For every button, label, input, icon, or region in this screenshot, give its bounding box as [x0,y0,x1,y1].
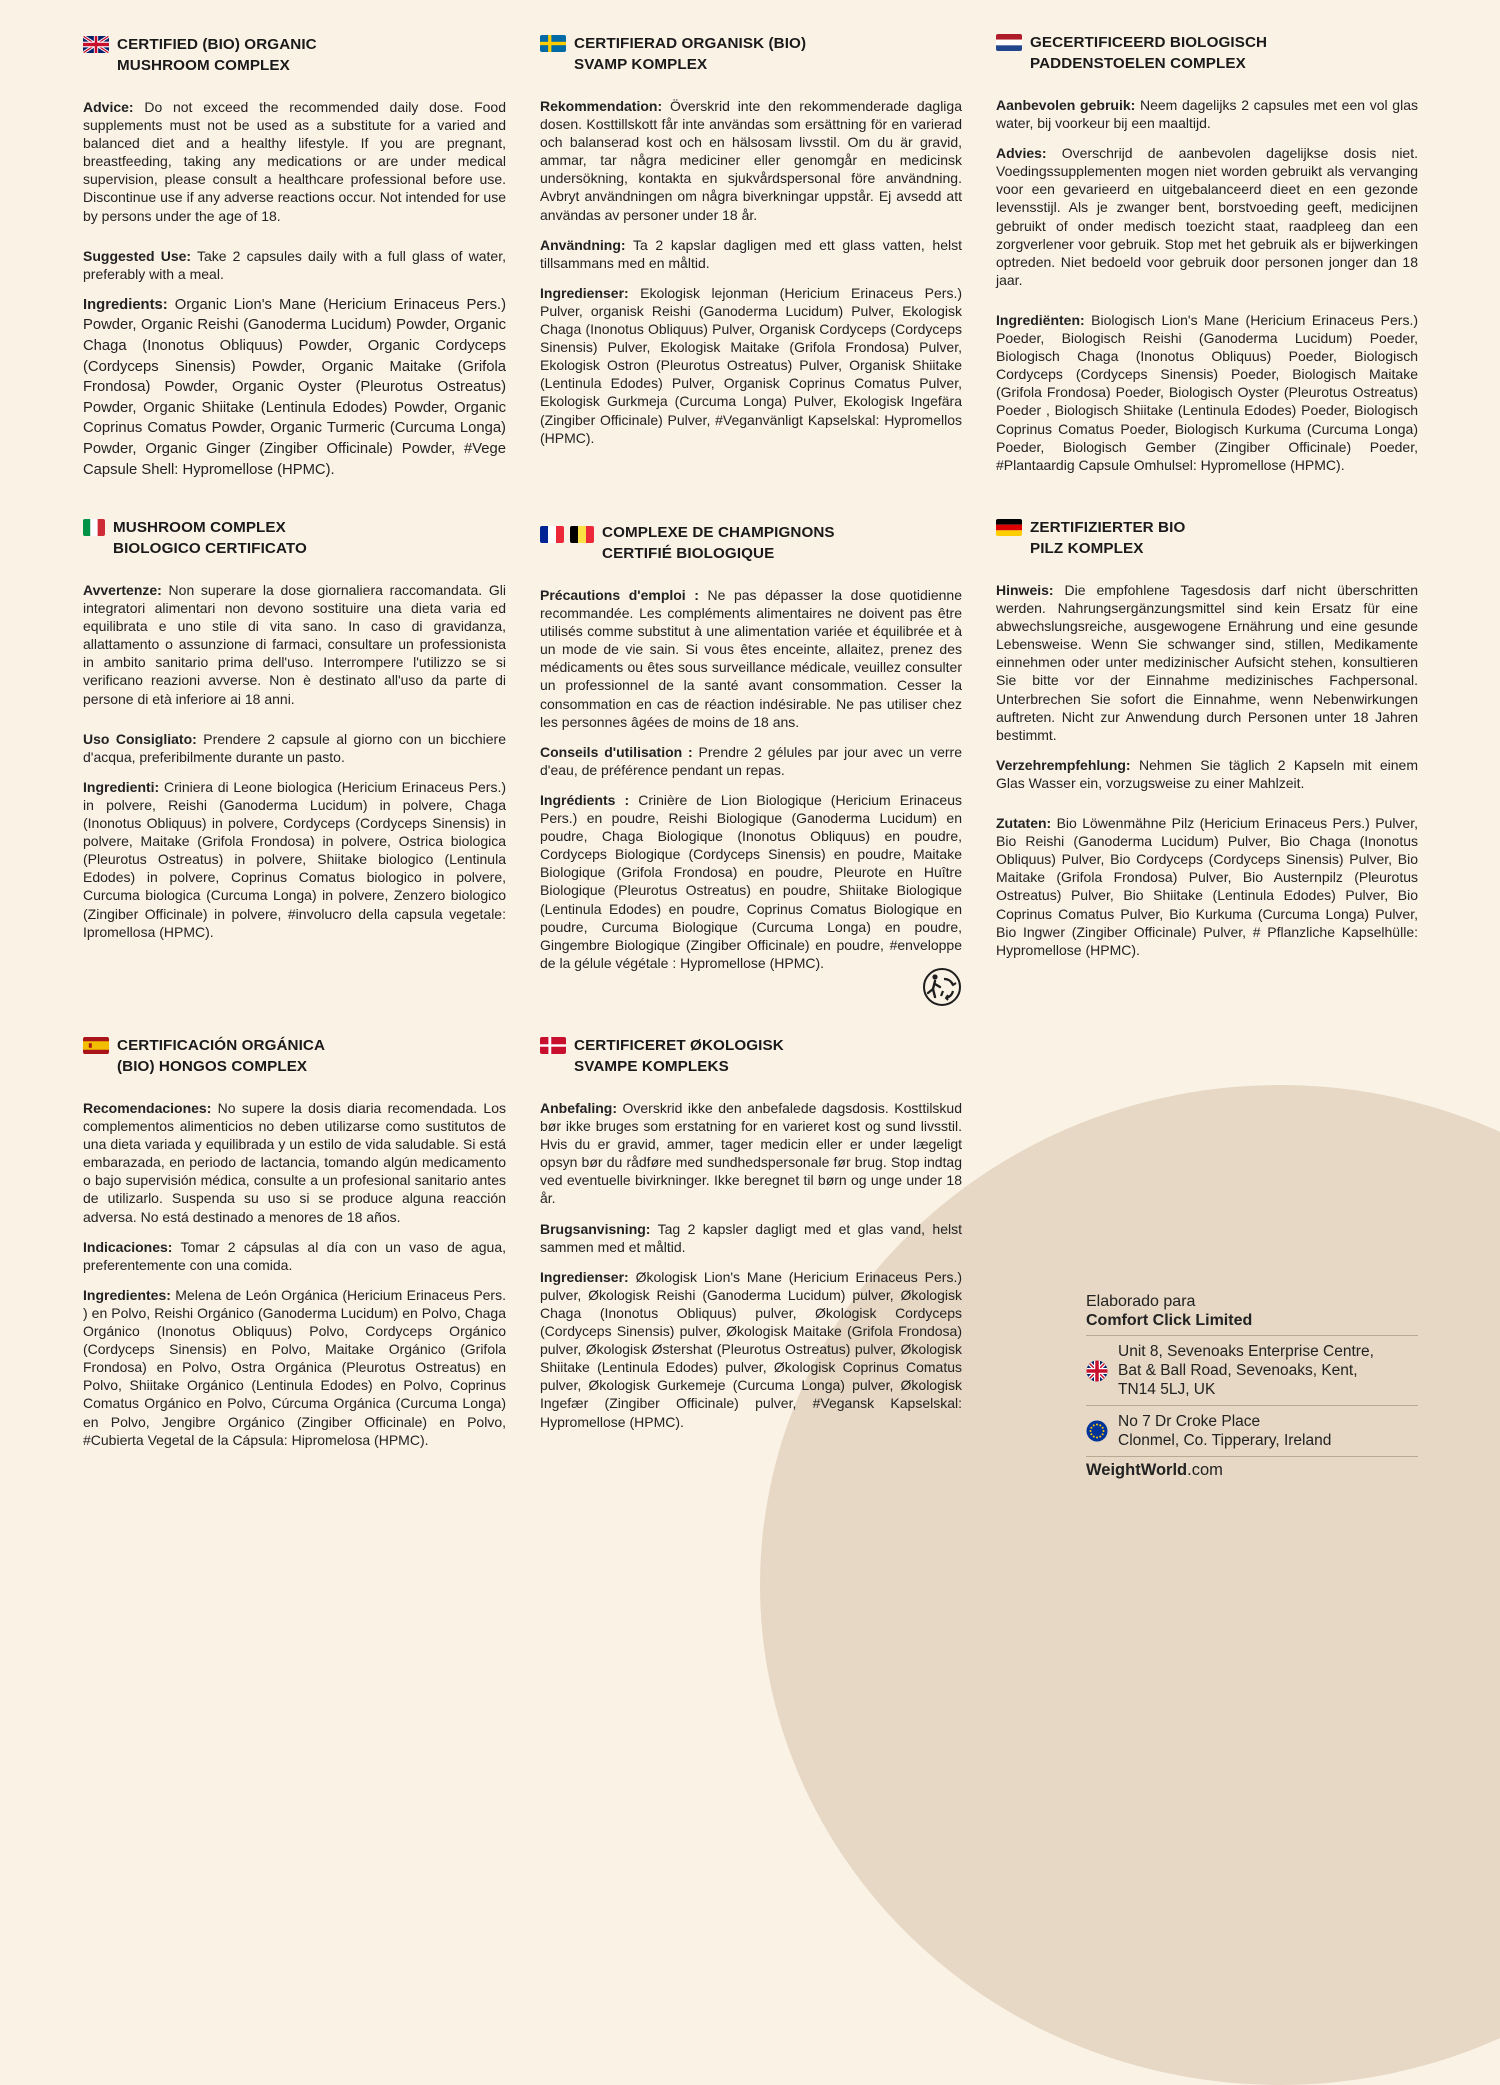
section-header [996,517,1418,559]
section-swedish [540,33,962,459]
ingredients-label: Ingredienti: [83,778,160,795]
use-label: Indicaciones: [83,1238,173,1255]
ingredients-text: Økologisk Lion's Mane (Hericium Erinaceus Pers.) pulver, Økologisk Reishi (Ganoderma Lucidum) pulver, Økologisk Chaga (Inonotus Obliquus) pulver, Økologisk Cordyceps (Cordyceps Sinensis) pulver, Økologisk Maitake (Grifola Frondosa) pulver, Økologisk Østershat (Pleurotus Ostreatus) pulver, Økologisk Shiitake (Lentinula Edodes) pulver, Økologisk Coprinus Comatus pulver, Økologisk Gurkemeje (Curcuma Longa) pulver, Økologisk Ingefær (Zingiber Officinale) pulver, #Vegansk Kapselskal: Hypromellose (HPMC). [540,1268,962,1430]
use-text: Tag 2 kapsler dagligt med et glas vand, helst sammen med et måltid. [540,1220,962,1255]
section-dutch [996,32,1418,486]
advice-paragraph [996,144,1418,289]
uk-flag-icon [83,36,109,53]
ingredients-paragraph [996,311,1418,474]
title-line-1: CERTIFICERET ØKOLOGISK [574,1037,784,1054]
title-line-1: COMPLEXE DE CHAMPIGNONS [602,524,835,541]
section-title [117,34,317,76]
advice-paragraph [540,1099,962,1208]
section-french [540,522,962,984]
eu-address-text [1118,1412,1331,1450]
advice-label: Recomendaciones: [83,1100,212,1116]
use-text: Prendere 2 capsule al giorno con un bicchiere d'acqua, preferibilmente durante un pasto. [83,730,506,765]
section-header [83,1035,506,1077]
use-label: Brugsanvisning: [540,1220,651,1237]
advice-label: Rekommendation: [540,98,663,114]
use-label: Uso Consigliato: [83,730,197,747]
title-line-1: ZERTIFIZIERTER BIO [1030,519,1186,536]
flag-group [540,524,594,543]
advice-paragraph [540,586,962,731]
ingredients-label: Ingrédients : [540,791,630,808]
section-spanish [83,1035,506,1461]
use-text: Neem dagelijks 2 capsules met een vol glas water, bij voorkeur bij een maaltijd. [996,97,1418,132]
advice-paragraph [540,97,962,224]
section-title [1030,32,1267,74]
ingredients-text: Organic Lion's Mane (Hericium Erinaceus Pers.) Powder, Organic Reishi (Ganoderma Lucidum) Powder, Organic Chaga (Inonotus Obliquus) Powder, Organic Cordyceps (Cordyceps Sinensis) Powder, Organic Maitake (Grifola Frondosa) Powder, Organic Oyster (Pleurotus Ostreatus) Powder, Organic Shiitake (Lentinula Edodes) Powder, Organic Coprinus Comatus Powder, Organic Turmeric (Curcuma Longa) Powder, Organic Ginger (Zingiber Officinale) Powder, #Vege Capsule Shell: Hypromellose (HPMC). [83,296,506,478]
use-paragraph [83,730,506,766]
uk-address-text [1118,1342,1374,1399]
triman-recycling-icon [922,967,962,1007]
ingredients-paragraph [540,791,962,972]
section-title [574,1035,784,1077]
section-header [540,1035,962,1077]
title-line-2: (BIO) HONGOS COMPLEX [117,1058,308,1075]
use-paragraph [540,1220,962,1256]
section-title [1030,517,1185,559]
title-line-2: BIOLOGICO CERTIFICATO [113,540,307,557]
advice-paragraph [83,581,506,708]
title-line-1: CERTIFIERAD ORGANISK (BIO) [574,35,807,52]
ingredients-paragraph [540,1268,962,1431]
title-line-1: CERTIFIED (BIO) ORGANIC [117,36,317,53]
section-header [996,32,1418,74]
title-line-1: GECERTIFICEERD BIOLOGISCH [1030,34,1268,51]
section-italian [83,517,506,953]
section-title [602,522,835,564]
advice-text: Overschrijd de aanbevolen dagelijkse dosis niet. Voedingssupplementen mogen niet worden gebruikt als vervanging voor een gevarieerd en uitgebalanceerd dieet en een gezonde levensstijl. Als je zwanger bent, borstvoeding geeft, medicijnen gebruikt of onder medisch toezicht staat, raadpleeg dan een zorgverlener voor gebruik. Stop met het gebruik als er bijwerkingen optreden. Niet bedoeld voor gebruik door personen jonger dan 18 jaar. [996,145,1418,288]
ingredients-label: Ingredienser: [540,1268,629,1285]
ingredients-text: Crinière de Lion Biologique (Hericium Erinaceus Pers.) en poudre, Reishi Biologique (Ganoderma Lucidum) en poudre, Chaga Biologique (Inonotus Obliquus) en poudre, Cordyceps Biologique (Cordyceps Sinensis) en poudre, Maitake Biologique (Grifola Frondosa) en poudre, Pleurote en Huître Biologique (Pleurotus Ostreatus) en poudre, Shiitake Biologique (Lentinula Edodes) en poudre, Coprinus Comatus Biologique en poudre, Curcuma Biologique (Curcuma Longa) en poudre, Gingembre Biologique (Zingiber Officinale) en poudre, #enveloppe de la gélule végétale : Hypromellose (HPMC). [540,791,962,971]
france-flag-icon [540,526,564,543]
section-header [540,522,962,564]
use-label: Användning: [540,236,626,253]
made-for-label: Elaborado para [1086,1293,1196,1310]
use-paragraph [996,756,1418,792]
title-line-2: SVAMPE KOMPLEKS [574,1058,729,1075]
germany-flag-icon [996,519,1022,536]
section-english [83,34,506,492]
uk-address-line: TN14 5LJ, UK [1118,1381,1216,1398]
manufacturer-info [1086,1292,1418,1480]
advice-label: Avvertenze: [83,582,162,598]
advice-label: Advies: [996,145,1047,162]
section-title [113,517,307,559]
advice-text: No supere la dosis diaria recomendada. Los complementos alimenticios no deben utilizarse como sustitutos de una dieta variada y equilibrada y un estilo de vida saludable. Si está embarazada, en periodo de lactancia, tomando algún medicamento o bajo supervisión médica, consulte a un profesional sanitario antes de utilizarlo. Suspenda su uso si se produce alguna reacción adversa. No está destinado a menores de 18 años. [83,1100,506,1225]
use-label: Suggested Use: [83,247,192,264]
section-title [574,33,806,75]
use-label: Aanbevolen gebruik: [996,97,1136,113]
use-label: Conseils d'utilisation : [540,743,693,760]
advice-text: Die empfohlene Tagesdosis darf nicht überschritten werden. Nahrungsergänzungsmittel sind kein Ersatz für eine abwechslungsreiche, ausgewogene Ernährung und eine gesunde Lebensweise. Wenn Sie schwanger sind, stillen, Medikamente einnehmen oder unter medizinischer Aufsicht stehen, konsultieren Sie bitte vor der Einnahme medizinisches Fachpersonal. Unterbrechen Sie sofort die Einnahme, wenn Nebenwirkungen auftreten. Nicht zur Anwendung durch Personen unter 18 Jahren bestimmt. [996,582,1418,743]
title-line-2: MUSHROOM COMPLEX [117,57,290,74]
ingredients-paragraph [83,1286,506,1449]
section-title [117,1035,325,1077]
ingredients-text: Biologisch Lion's Mane (Hericium Erinaceus Pers.) Poeder, Biologisch Reishi (Ganoderma Lucidum) Poeder, Biologisch Chaga (Inonotus Obliquus) Poeder, Biologisch Cordyceps (Cordyceps Sinensis) Poeder, Biologisch Maitake (Grifola Frondosa) Poeder, Biologisch Oyster (Pleurotus Ostreatus) Poeder , Biologisch Shiitake (Lentinula Edodes) Poeder, Biologisch Coprinus Comatus Poeder, Biologisch Kurkuma (Curcuma Longa) Poeder, Biologisch Gember (Zingiber Officinale) Poeder, #Plantaardig Capsule Omhulsel: Hypromellose (HPMC). [996,311,1418,473]
use-label: Verzehrempfehlung: [996,756,1131,773]
eu-address-line: Clonmel, Co. Tipperary, Ireland [1118,1432,1332,1449]
uk-address-line: Bat & Ball Road, Sevenoaks, Kent, [1118,1362,1358,1379]
ingredients-text: Ekologisk lejonman (Hericium Erinaceus Pers.) Pulver, organisk Reishi (Ganoderma Lucidum) Pulver, Ekologisk Chaga (Inonotus Obliquus) Pulver, Organisk Cordyceps (Cordyceps Sinensis) Pulver, Ekologisk Maitake (Grifola Frondosa) Pulver, Ekologisk Ostron (Pleurotus Ostreatus) Pulver, Organisk Shiitake (Lentinula Edodes) Pulver, Organisk Coprinus Comatus Pulver, Ekologisk Gurkmeja (Curcuma Longa) Pulver, Ekologisk Ingefära (Zingiber Officinale) Pulver, #Veganvänligt Kapselskal: Hypromellos (HPMC). [540,284,962,446]
denmark-flag-icon [540,1037,566,1054]
ingredients-paragraph [540,284,962,447]
advice-paragraph [83,98,506,225]
brand-domain: .com [1187,1461,1223,1479]
advice-paragraph [83,1099,506,1226]
title-line-1: CERTIFICACIÓN ORGÁNICA [117,1037,326,1054]
use-text: Prendre 2 gélules par jour avec un verre d'eau, de préférence pendant un repas. [540,743,962,778]
advice-text: Do not exceed the recommended daily dose. Food supplements must not be used as a substitute for a varied and balanced diet and a healthy lifestyle. If you are pregnant, breastfeeding, taking any medications or are under medical supervision, please consult a healthcare professional before use. Discontinue use if any adverse reactions occur. Not intended for use by persons under the age of 18. [83,99,506,224]
brand-website [1086,1461,1418,1480]
ingredients-paragraph [996,814,1418,959]
advice-label: Précautions d'emploi : [540,587,699,603]
section-header [540,33,962,75]
ingredients-label: Ingredients: [83,296,168,313]
advice-paragraph [996,581,1418,744]
advice-label: Advice: [83,99,134,115]
advice-text: Overskrid ikke den anbefalede dagsdosis. Kosttilskud bør ikke bruges som erstatning for en varieret kost og sund livsstil. Hvis du er gravid, ammer, tager medicin eller er under lægeligt opsyn bør du rådføre med sundhedspersonale før brug. Stop indtag ved eventuelle bivirkninger. Ikke beregnet til børn og unge under 18 år. [540,1100,962,1207]
section-header [83,517,506,559]
uk-address-line: Unit 8, Sevenoaks Enterprise Centre, [1118,1343,1374,1360]
ingredients-text: Bio Löwenmähne Pilz (Hericium Erinaceus Pers.) Pulver, Bio Reishi (Ganoderma Lucidum) Pulver, Bio Chaga (Inonotus Obliquus) Pulver, Bio Cordyceps (Cordyceps Sinensis) Pulver, Bio Maitake (Grifola Frondosa) Pulver, Bio Austernpilz (Pleurotus Ostreatus) Pulver, Bio Shiitake (Lentinula Edodes) Pulver, Bio Coprinus Comatus Pulver, Bio Kurkuma (Curcuma Longa) Pulver, Bio Ingwer (Zingiber Officinale) Pulver, # Pflanzliche Kapselhülle: Hypromellose (HPMC). [996,815,1418,958]
sweden-flag-icon [540,35,566,52]
eu-address-line: No 7 Dr Croke Place [1118,1413,1261,1430]
spain-flag-icon [83,1037,109,1054]
advice-text: Ne pas dépasser la dose quotidienne recommandée. Les compléments alimentaires ne doivent pas être utilisés comme substitut à une alimentation variée et équilibrée et à un mode de vie sain. Si vous êtes enceinte, allaitez, prenez des médicaments ou êtes sous surveillance médicale, veuillez consulter un professionnel de la santé avant consommation. Cesser la consommation en cas de réaction indésirable. Ne pas utiliser chez les personnes âgées de moins de 18 ans. [540,587,962,730]
uk-address [1086,1335,1418,1406]
eu-flag-circle-icon [1086,1420,1108,1442]
title-line-2: PADDENSTOELEN COMPLEX [1030,55,1246,72]
use-paragraph [996,96,1418,132]
advice-label: Anbefaling: [540,1100,617,1116]
use-paragraph [83,1238,506,1274]
advice-label: Hinweis: [996,582,1054,598]
use-text: Nehmen Sie täglich 2 Kapseln mit einem Glas Wasser ein, vorzugsweise zu einer Mahlzeit. [996,756,1418,791]
use-text: Tomar 2 cápsulas al día con un vaso de agua, preferentemente con una comida. [83,1238,506,1273]
ingredients-label: Ingredientes: [83,1286,171,1303]
section-german [996,517,1418,971]
use-paragraph [540,743,962,779]
ingredients-text: Melena de León Orgánica (Hericium Erinaceus Pers. ) en Polvo, Reishi Orgánico (Ganoderma Lucidum) en Polvo, Chaga Orgánico (Inonotus Obliquus) Polvo, Cordyceps Orgánico (Cordyceps Sinensis) en Polvo, Maitake Orgánico (Grifola Frondosa) en Polvo, Ostra Orgánica (Pleurotus Ostreatus) en Polvo, Shiitake Orgánico (Lentinula Edodes) en Polvo, Coprinus Comatus Orgánico en Polvo, Cúrcuma Orgánica (Curcuma Longa) en Polvo, Jengibre Orgánico (Zingiber Officinale) en Polvo, #Cubierta Vegetal de la Cápsula: Hipromelosa (HPMC). [83,1286,506,1448]
section-danish [540,1035,962,1443]
advice-text: Non superare la dose giornaliera raccomandata. Gli integratori alimentari non devono sostituire una dieta varia ed equilibrata e uno stile di vita sano. In caso di gravidanza, allattamento o assunzione di farmaci, consultare un professionista in ambito sanitario prima dell'uso. Interrompere l'utilizzo se si verificano reazioni avverse. Non è destinato all'uso da parte di persone di età inferiore ai 18 anni. [83,582,506,707]
title-line-2: SVAMP KOMPLEX [574,56,708,73]
ingredients-label: Ingrediënten: [996,311,1085,328]
uk-flag-circle-icon [1086,1360,1108,1382]
ingredients-paragraph [83,295,506,480]
ingredients-label: Ingredienser: [540,284,629,301]
eu-address [1086,1406,1418,1457]
brand-name: WeightWorld [1086,1461,1188,1479]
italy-flag-icon [83,519,105,536]
ingredients-paragraph [83,778,506,941]
belgium-flag-icon [570,526,594,543]
use-paragraph [83,247,506,283]
company-name: Comfort Click Limited [1086,1312,1253,1329]
use-text: Ta 2 kapslar dagligen med ett glass vatten, helst tillsammans med en måltid. [540,236,962,271]
ingredients-text: Criniera di Leone biologica (Hericium Erinaceus Pers.) in polvere, Reishi (Ganoderma Lucidum) in polvere, Chaga (Inonotus Obliquus) in polvere, Cordyceps (Cordyceps Sinensis) in polvere, Maitake (Grifola Frondosa) in polvere, Ostrica biologica (Pleurotus Ostreatus) in polvere, Shiitake biologico (Lentinula Edodes) in polvere, Coprinus Comatus biologico in polvere, Curcuma biologica (Curcuma Longa) in polvere, Zenzero biologico (Zingiber Officinale) in polvere, #involucro della capsula vegetale: Ipromellosa (HPMC). [83,778,506,940]
ingredients-label: Zutaten: [996,815,1052,832]
use-paragraph [540,236,962,272]
title-line-2: PILZ KOMPLEX [1030,540,1144,557]
netherlands-flag-icon [996,34,1022,51]
section-header [83,34,506,76]
advice-text: Överskrid inte den rekommenderade dagliga dosen. Kosttillskott får inte användas som ersättning för en varierad och balanserad kost och en hälsosam livsstil. Om du är gravid, ammar, tar några mediciner eller genomgår en medicinsk undersökning, kontakta en sjukvårdspersonal före användning. Avbryt användningen om några biverkningar uppstår. Ej avsedd att användas av personer under 18 år. [540,98,962,223]
title-line-1: MUSHROOM COMPLEX [113,519,286,536]
use-text: Take 2 capsules daily with a full glass of water, preferably with a meal. [83,247,506,282]
title-line-2: CERTIFIÉ BIOLOGIQUE [602,545,775,562]
